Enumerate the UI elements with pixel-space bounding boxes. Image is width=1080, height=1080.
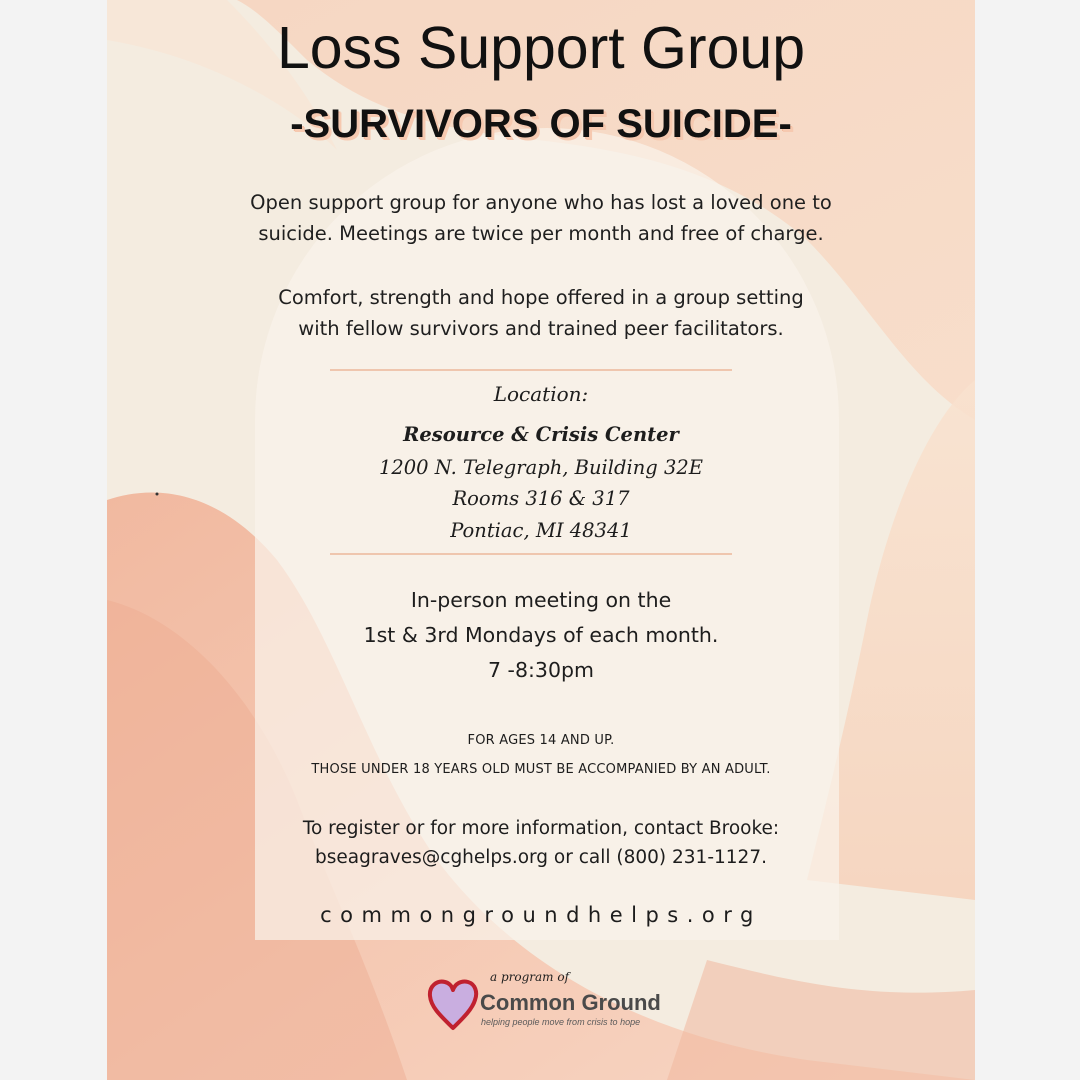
intro-line-1: Open support group for anyone who has lost a loved one to <box>250 191 832 214</box>
comfort-line-2: with fellow survivors and trained peer facilitators. <box>298 317 784 340</box>
location-name: Resource & Crisis Center <box>403 423 679 446</box>
intro-line-2: suicide. Meetings are twice per month and free of charge. <box>258 222 824 245</box>
divider-top <box>330 369 732 371</box>
meeting-line-2: 1st & 3rd Mondays of each month. <box>363 623 719 647</box>
meeting-line-1: In-person meeting on the <box>410 588 672 612</box>
logo-tagline: helping people move from crisis to hope <box>481 1017 641 1027</box>
page-subtitle: -SURVIVORS OF SUICIDE- <box>290 102 792 146</box>
logo-program-of: a program of <box>490 970 570 984</box>
flyer <box>107 0 975 1080</box>
logo-name: Common Ground <box>480 990 661 1015</box>
meeting-time: 7 -8:30pm <box>488 658 594 682</box>
meeting-info <box>107 583 975 688</box>
location-address-line-2: Rooms 316 & 317 <box>452 487 630 510</box>
minor-requirement: THOSE UNDER 18 YEARS OLD MUST BE ACCOMPANIED BY AN ADULT. <box>311 762 771 777</box>
common-ground-logo <box>425 966 675 1046</box>
age-requirement: FOR AGES 14 AND UP. <box>467 733 615 748</box>
contact-line-1: To register or for more information, contact Brooke: <box>302 818 780 839</box>
location-heading: Location: <box>493 382 589 406</box>
comfort-line-1: Comfort, strength and hope offered in a group setting <box>278 286 804 309</box>
comfort-paragraph <box>107 282 975 344</box>
heart-icon <box>425 976 481 1032</box>
page-title: Loss Support Group <box>276 15 806 81</box>
divider-bottom <box>330 553 732 555</box>
location-address-line-1: 1200 N. Telegraph, Building 32E <box>378 456 704 479</box>
contact-line-2: bseagraves@cghelps.org or call (800) 231-1127. <box>315 847 767 868</box>
contact-info <box>107 814 975 872</box>
intro-paragraph <box>107 187 975 249</box>
website-url[interactable]: commongroundhelps.org <box>320 903 762 927</box>
location-address-line-3: Pontiac, MI 48341 <box>450 519 632 542</box>
